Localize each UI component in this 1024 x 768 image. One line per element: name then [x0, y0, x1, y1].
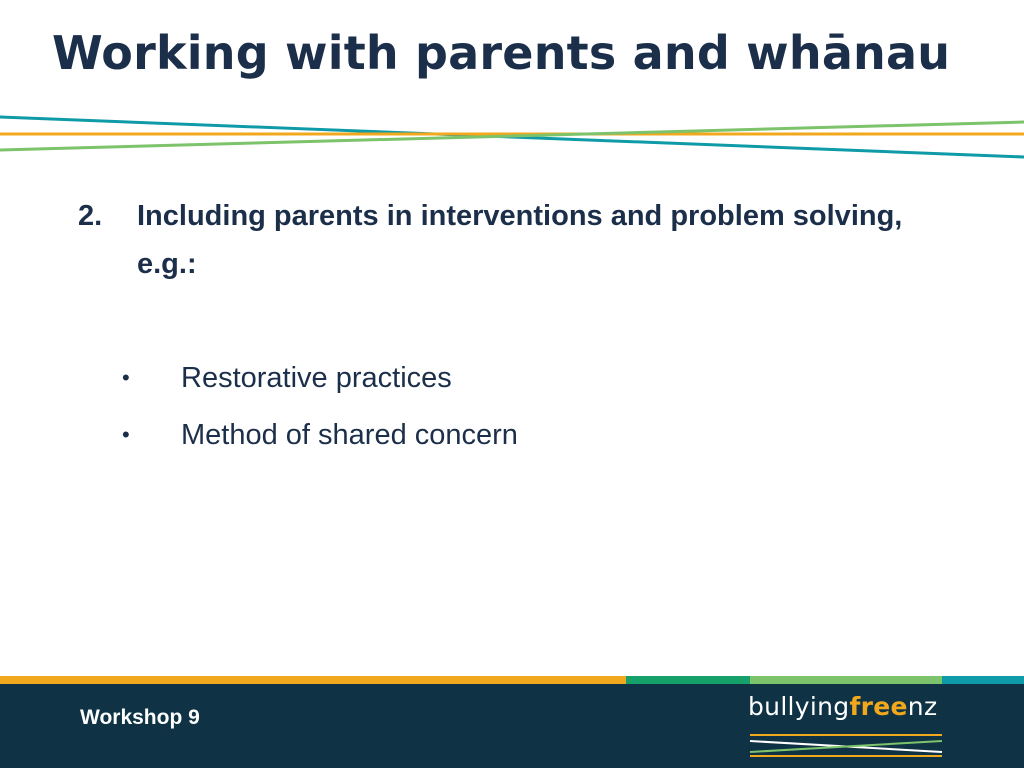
point-number: 2. [78, 200, 103, 232]
bullet-text: Restorative practices [181, 362, 452, 394]
bullet-marker: • [122, 422, 130, 447]
numbered-point [78, 192, 958, 288]
list-item [122, 411, 518, 468]
stripe-lightgreen [750, 676, 942, 684]
stripe-orange [0, 676, 626, 684]
workshop-label: Workshop 9 [80, 706, 200, 729]
green-line [0, 122, 1024, 150]
logo-text [748, 692, 937, 721]
bullet-text: Method of shared concern [181, 419, 518, 451]
footer-stripe [0, 676, 1024, 684]
logo-highlight: free [849, 692, 908, 721]
bullet-list [122, 354, 518, 468]
bullet-marker: • [122, 365, 130, 390]
stripe-teal [942, 676, 1024, 684]
logo-prefix: bullying [748, 692, 850, 721]
stripe-green [626, 676, 750, 684]
decorative-lines [0, 110, 1024, 170]
logo-lines-icon [748, 730, 944, 758]
bullyingfreenz-logo [748, 692, 948, 762]
point-text: Including parents in interventions and problem solving, e.g.: [137, 200, 903, 280]
list-item [122, 354, 518, 411]
slide-title: Working with parents and whānau [52, 26, 951, 80]
logo-suffix: nz [907, 692, 938, 721]
footer-bar [0, 676, 1024, 768]
